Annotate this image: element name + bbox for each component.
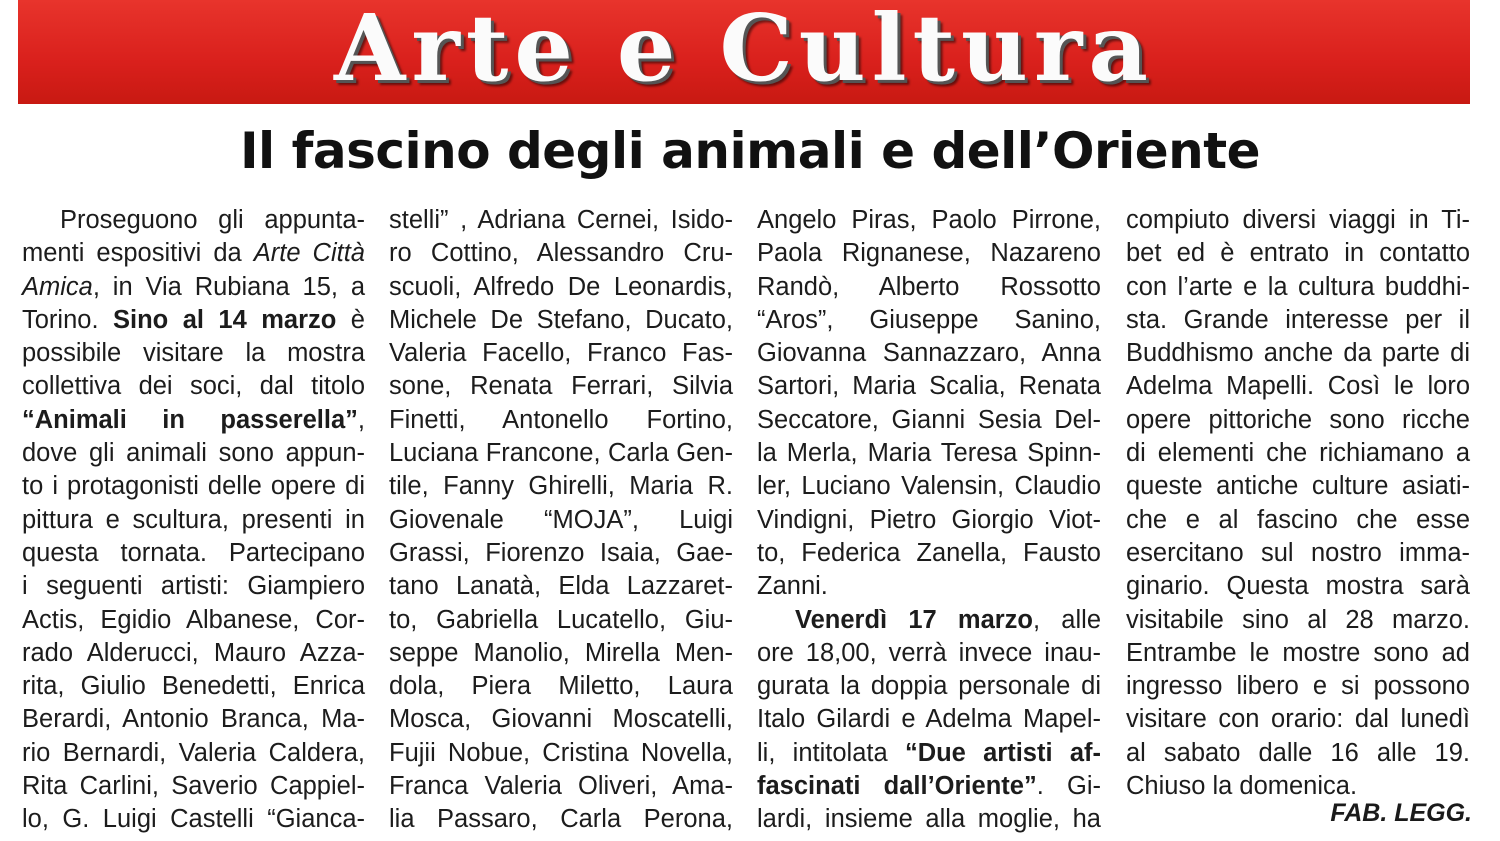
article-line: Venerdì 17 marzo, alle: [795, 605, 1101, 634]
article-line: “Aros”, Giuseppe Sanino,: [757, 305, 1101, 334]
article-line: possibile visitare la mostra: [22, 339, 365, 368]
article-line: Seccatore, Gianni Sesia Del-: [757, 405, 1101, 434]
article-line: Chiuso la domenica.: [1126, 772, 1358, 801]
article-line: Buddhismo anche da parte di: [1126, 339, 1470, 368]
article-line: la Merla, Maria Teresa Spinn-: [757, 439, 1101, 468]
article-line: Italo Gilardi e Adelma Mapel-: [757, 705, 1101, 734]
section-banner: [18, 0, 1470, 104]
article-line: i seguenti artisti: Giampiero: [22, 572, 365, 601]
article-line: Giovenale “MOJA”, Luigi: [389, 505, 733, 534]
article-line: seppe Manolio, Mirella Men-: [389, 638, 733, 667]
article-line: ler, Luciano Valensin, Claudio: [757, 472, 1101, 501]
article-line: Entrambe le mostre sono ad: [1126, 638, 1470, 667]
article-line: Vindigni, Pietro Giorgio Viot-: [757, 505, 1101, 534]
article-line: questa tornata. Partecipano: [22, 538, 365, 567]
article-line: lardi, insieme alla moglie, ha: [757, 805, 1101, 834]
article-line: Actis, Egidio Albanese, Cor-: [22, 605, 365, 634]
article-line: Berardi, Antonio Branca, Ma-: [22, 705, 365, 734]
article-line: queste antiche culture asiati-: [1126, 472, 1470, 501]
article-line: Grassi, Fiorenzo Isaia, Gae-: [389, 538, 733, 567]
article-line: Zanni.: [757, 572, 828, 601]
article-line: visitabile sino al 28 marzo.: [1126, 605, 1470, 634]
article-line: rado Alderucci, Mauro Azza-: [22, 638, 365, 667]
article-column-3: [757, 204, 1101, 837]
article-line: tile, Fanny Ghirelli, Maria R.: [389, 472, 733, 501]
article-line: lia Passaro, Carla Perona,: [389, 805, 733, 834]
article-column-1: [22, 204, 365, 837]
article-line: to, Gabriella Lucatello, Giu-: [389, 605, 733, 634]
article-line: rio Bernardi, Valeria Caldera,: [22, 738, 365, 767]
article-line: ore 18,00, verrà invece inau-: [757, 638, 1101, 667]
article-line: ro Cottino, Alessandro Cru-: [389, 239, 733, 268]
article-line: Angelo Piras, Paolo Pirrone,: [757, 206, 1101, 234]
article-line: Adelma Mapelli. Così le loro: [1126, 372, 1470, 401]
article-line: Luciana Francone, Carla Gen-: [389, 439, 733, 468]
article-line: al sabato dalle 16 alle 19.: [1126, 738, 1470, 767]
article-line: Sartori, Maria Scalia, Renata: [757, 372, 1101, 401]
article-line: Michele De Stefano, Ducato,: [389, 305, 733, 334]
article-line: tano Lanatà, Elda Lazzaret-: [389, 572, 733, 601]
article-line: Paola Rignanese, Nazareno: [757, 239, 1101, 268]
article-line: Rita Carlini, Saverio Cappiel-: [22, 772, 365, 801]
article-line: collettiva dei soci, dal titolo: [22, 372, 365, 401]
article-line: Torino. Sino al 14 marzo è: [22, 305, 365, 334]
article-line: visitare con orario: dal lunedì: [1126, 705, 1470, 734]
article-line: bet ed è entrato in contatto: [1126, 239, 1470, 268]
article-line: to, Federica Zanella, Fausto: [757, 538, 1101, 567]
article-line: lo, G. Luigi Castelli “Gianca-: [22, 805, 365, 834]
article-line: ginario. Questa mostra sarà: [1126, 572, 1470, 601]
article-headline: Il fascino degli animali e dell’Oriente: [239, 122, 1261, 180]
article-line: Giovanna Sannazzaro, Anna: [757, 339, 1101, 368]
article-line: gurata la doppia personale di: [757, 672, 1101, 701]
article-line: compiuto diversi viaggi in Ti-: [1126, 206, 1470, 234]
article-line: sta. Grande interesse per il: [1126, 305, 1470, 334]
article-column-4: [1126, 204, 1470, 803]
author-signature: FAB. LEGG.: [1330, 799, 1472, 827]
article-line: dove gli animali sono appun-: [22, 439, 365, 468]
article-line: Franca Valeria Oliveri, Ama-: [389, 772, 733, 801]
article-line: stelli” , Adriana Cernei, Isido-: [389, 206, 733, 234]
article-line: Fujii Nobue, Cristina Novella,: [389, 738, 733, 767]
article-line: con l’arte e la cultura buddhi-: [1126, 272, 1470, 301]
article-line: scuoli, Alfredo De Leonardis,: [389, 272, 733, 301]
article-line: “Animali in passerella”,: [22, 405, 365, 434]
article-line: che e al fascino che esse: [1126, 505, 1470, 534]
article-line: Proseguono gli appunta-: [60, 206, 365, 234]
article-line: Valeria Facello, Franco Fas-: [389, 339, 733, 368]
article-line: ingresso libero e si possono: [1126, 672, 1470, 701]
section-title: Arte e Cultura: [334, 0, 1154, 102]
article-line: Amica, in Via Rubiana 15, a: [22, 272, 365, 301]
article-line: dola, Piera Miletto, Laura: [389, 672, 733, 701]
article-line: sone, Renata Ferrari, Silvia: [389, 372, 733, 401]
article-line: fascinati dall’Oriente”. Gi-: [757, 772, 1101, 801]
article-line: menti espositivi da Arte Città: [22, 239, 365, 268]
article-line: pittura e scultura, presenti in: [22, 505, 365, 534]
article-line: Mosca, Giovanni Moscatelli,: [389, 705, 733, 734]
article-line: Randò, Alberto Rossotto: [757, 272, 1101, 301]
article-column-2: [389, 204, 733, 837]
article-line: di elementi che richiamano a: [1126, 439, 1470, 468]
article-line: opere pittoriche sono ricche: [1126, 405, 1470, 434]
article-line: rita, Giulio Benedetti, Enrica: [22, 672, 365, 701]
article-line: esercitano sul nostro imma-: [1126, 538, 1470, 567]
article-line: Finetti, Antonello Fortino,: [389, 405, 733, 434]
article-line: li, intitolata “Due artisti af-: [757, 738, 1102, 767]
article-line: to i protagonisti delle opere di: [22, 472, 365, 501]
